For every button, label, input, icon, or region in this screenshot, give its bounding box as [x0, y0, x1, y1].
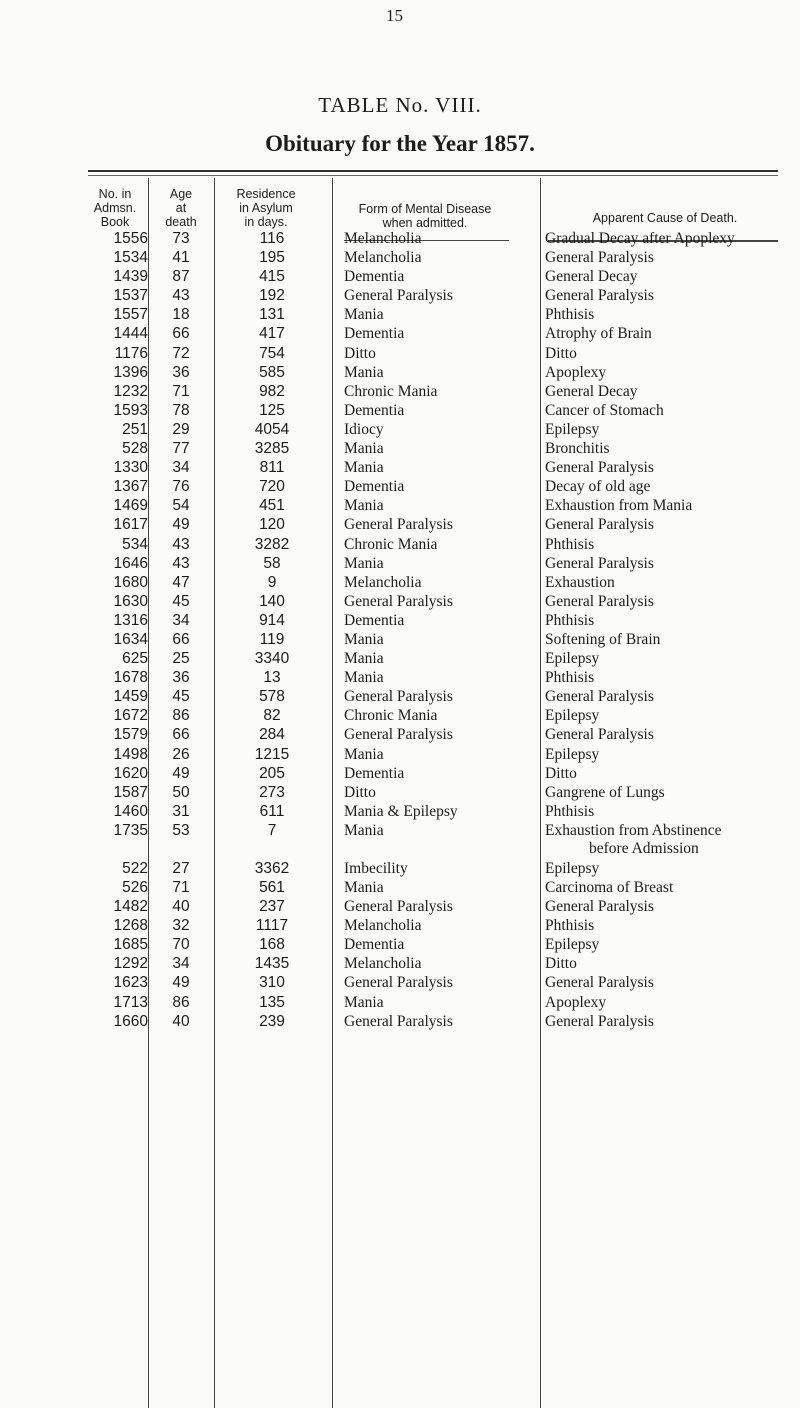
cause-of-death-cell [545, 822, 800, 858]
table-row [0, 688, 800, 707]
admission-number-cell: 1482 [113, 898, 148, 916]
disease-form-cell: Mania [344, 497, 384, 515]
cause-of-death-cell [545, 994, 800, 1012]
disease-form-cell: General Paralysis [344, 898, 453, 916]
disease-form-cell: Mania [344, 459, 384, 477]
table-row [0, 822, 800, 860]
cause-of-death-cell [545, 555, 800, 573]
residence-days-cell: 1215 [254, 745, 290, 763]
disease-form-cell: Mania [344, 554, 384, 572]
residence-days-cell: 58 [263, 554, 281, 572]
disease-form-cell: Melancholia [344, 955, 422, 973]
table-row [0, 898, 800, 917]
residence-days-cell: 284 [259, 726, 285, 744]
cause-of-death-cell [545, 898, 800, 916]
cause-line: Ditto [545, 344, 577, 362]
cause-of-death-cell [545, 879, 800, 897]
cause-line: General Paralysis [545, 974, 654, 992]
age-cell: 40 [172, 1012, 190, 1030]
cause-of-death-cell [545, 974, 800, 992]
table-row [0, 364, 800, 383]
cause-of-death-cell [545, 917, 800, 935]
residence-days-cell: 13 [263, 669, 281, 687]
cause-line: General Paralysis [545, 287, 654, 305]
disease-form-cell: Chronic Mania [344, 382, 438, 400]
residence-days-cell: 237 [259, 898, 285, 916]
residence-days-cell: 119 [259, 630, 285, 648]
disease-form-cell: General Paralysis [344, 592, 453, 610]
admission-number-cell: 1678 [113, 669, 148, 687]
admission-number-cell: 1713 [113, 993, 148, 1011]
admission-number-cell: 1579 [113, 726, 148, 744]
residence-days-cell: 3282 [254, 535, 290, 553]
age-cell: 76 [172, 478, 190, 496]
admission-number-cell: 1439 [113, 268, 148, 286]
cause-line: General Decay [545, 268, 638, 286]
admission-number-cell: 522 [122, 859, 148, 877]
cause-of-death-cell [545, 497, 800, 515]
table-row [0, 478, 800, 497]
disease-form-cell: Imbecility [344, 859, 408, 877]
table-row [0, 879, 800, 898]
age-cell: 66 [172, 726, 190, 744]
admission-number-cell: 1623 [113, 974, 148, 992]
cause-of-death-cell [545, 936, 800, 954]
residence-days-cell: 982 [259, 382, 285, 400]
cause-line: General Decay [545, 382, 638, 400]
age-cell: 26 [172, 745, 190, 763]
table-row [0, 631, 800, 650]
disease-form-cell: Mania [344, 630, 384, 648]
residence-days-cell: 116 [259, 230, 285, 247]
admission-number-cell: 1735 [113, 821, 148, 839]
admission-number-cell: 625 [122, 650, 148, 668]
table-row [0, 555, 800, 574]
age-cell: 34 [172, 459, 190, 477]
table-row [0, 345, 800, 364]
admission-number-cell: 251 [122, 420, 148, 438]
header-cause-of-death: Apparent Cause of Death. [592, 211, 738, 225]
cause-of-death-cell [545, 612, 800, 630]
cause-of-death-cell [545, 478, 800, 496]
residence-days-cell: 273 [259, 783, 285, 801]
cause-line: Phthisis [545, 611, 595, 629]
disease-form-cell: Chronic Mania [344, 707, 438, 725]
cause-line: Epilepsy [545, 745, 600, 763]
cause-line: General Paralysis [545, 516, 654, 534]
age-cell: 87 [172, 268, 190, 286]
table-row [0, 459, 800, 478]
table-row [0, 936, 800, 955]
age-cell: 49 [172, 516, 190, 534]
cause-of-death-cell [545, 726, 800, 744]
disease-form-cell: Melancholia [344, 917, 422, 935]
admission-number-cell: 1534 [113, 249, 148, 267]
age-cell: 53 [172, 821, 190, 839]
residence-days-cell: 192 [259, 287, 285, 305]
age-cell: 45 [172, 592, 190, 610]
age-cell: 71 [172, 382, 190, 400]
cause-of-death-cell [545, 860, 800, 878]
age-cell: 73 [172, 230, 190, 247]
table-row [0, 1013, 800, 1032]
admission-number-cell: 1685 [113, 936, 148, 954]
age-cell: 66 [172, 325, 190, 343]
age-cell: 54 [172, 497, 190, 515]
residence-days-cell: 811 [259, 459, 285, 477]
cause-line: Ditto [545, 955, 577, 973]
age-cell: 40 [172, 898, 190, 916]
admission-number-cell: 1557 [113, 306, 148, 324]
cause-line: Cancer of Stomach [545, 401, 664, 419]
age-cell: 32 [172, 917, 190, 935]
disease-form-cell: Melancholia [344, 230, 422, 247]
admission-number-cell: 1537 [113, 287, 148, 305]
residence-days-cell: 611 [259, 802, 285, 820]
table-row [0, 917, 800, 936]
table-row [0, 268, 800, 287]
disease-form-cell: General Paralysis [344, 287, 453, 305]
cause-line: General Paralysis [545, 554, 654, 572]
cause-of-death-cell [545, 287, 800, 305]
cause-of-death-cell [545, 459, 800, 477]
cause-of-death-cell [545, 650, 800, 668]
cause-line: Gradual Decay after Apoplexy [545, 230, 735, 247]
header-admission-number: No. in Admsn. Book [93, 187, 137, 229]
cause-of-death-cell [545, 803, 800, 821]
table-row [0, 249, 800, 268]
disease-form-cell: Chronic Mania [344, 535, 438, 553]
table-row [0, 402, 800, 421]
cause-line: Phthisis [545, 917, 595, 935]
admission-number-cell: 1444 [113, 325, 148, 343]
residence-days-cell: 561 [259, 879, 285, 896]
admission-number-cell: 1367 [113, 478, 148, 496]
residence-days-cell: 239 [259, 1012, 285, 1030]
cause-of-death-cell [545, 516, 800, 534]
table-row [0, 574, 800, 593]
admission-number-cell: 1556 [113, 230, 148, 247]
table-row [0, 497, 800, 516]
disease-form-cell: Mania [344, 363, 384, 381]
residence-days-cell: 195 [259, 249, 285, 267]
residence-days-cell: 585 [259, 363, 285, 381]
admission-number-cell: 1268 [113, 917, 148, 935]
age-cell: 43 [172, 554, 190, 572]
cause-line: Epilepsy [545, 707, 600, 725]
table-row [0, 860, 800, 879]
admission-number-cell: 528 [122, 440, 148, 458]
disease-form-cell: Ditto [344, 344, 376, 362]
disease-form-cell: Melancholia [344, 573, 422, 591]
table-row [0, 516, 800, 535]
admission-number-cell: 1672 [113, 707, 148, 725]
header-form-of-disease: Form of Mental Disease when admitted. [358, 202, 492, 230]
table-row [0, 440, 800, 459]
cause-line: Ditto [545, 764, 577, 782]
disease-form-cell: Dementia [344, 936, 405, 954]
cause-line: Softening of Brain [545, 630, 661, 648]
table-row [0, 765, 800, 784]
cause-of-death-cell [545, 249, 800, 267]
age-cell: 86 [172, 707, 190, 725]
table-row [0, 726, 800, 745]
admission-number-cell: 1617 [113, 516, 148, 534]
residence-days-cell: 914 [259, 611, 285, 629]
residence-days-cell: 1117 [255, 917, 289, 935]
table-row [0, 230, 800, 249]
cause-of-death-cell [545, 574, 800, 592]
header-age-at-death: Age at death [165, 187, 197, 229]
residence-days-cell: 4054 [254, 420, 290, 438]
residence-days-cell: 205 [259, 764, 285, 782]
disease-form-cell: Mania [344, 669, 384, 687]
cause-line: General Paralysis [545, 459, 654, 477]
cause-of-death-cell [545, 364, 800, 382]
cause-line: Phthisis [545, 306, 595, 324]
cause-continuation-line: before Admission [589, 839, 699, 857]
admission-number-cell: 1620 [113, 764, 148, 782]
age-cell: 45 [172, 688, 190, 706]
admission-number-cell: 1460 [113, 802, 148, 820]
cause-line: Epilepsy [545, 650, 600, 668]
residence-days-cell: 578 [259, 688, 285, 706]
cause-line: Bronchitis [545, 440, 610, 458]
cause-of-death-cell [545, 306, 800, 324]
admission-number-cell: 1292 [113, 955, 148, 973]
cause-line: General Paralysis [545, 1012, 654, 1030]
admission-number-cell: 1587 [113, 783, 148, 801]
cause-of-death-cell [545, 784, 800, 802]
age-cell: 86 [172, 993, 190, 1011]
header-residence-days: Residence in Asylum in days. [236, 187, 296, 229]
cause-of-death-cell [545, 1013, 800, 1031]
cause-of-death-cell [545, 421, 800, 439]
table-row [0, 669, 800, 688]
age-cell: 25 [172, 650, 190, 668]
age-cell: 34 [172, 611, 190, 629]
table-row [0, 650, 800, 669]
cause-line: Epilepsy [545, 936, 600, 954]
table-row [0, 746, 800, 765]
admission-number-cell: 1498 [113, 745, 148, 763]
cause-of-death-cell [545, 955, 800, 973]
age-cell: 71 [172, 879, 190, 896]
cause-line: Exhaustion from Mania [545, 497, 693, 515]
disease-form-cell: Mania [344, 821, 384, 839]
residence-days-cell: 7 [267, 821, 277, 839]
admission-number-cell: 1646 [113, 554, 148, 572]
cause-line: General Paralysis [545, 688, 654, 706]
cause-of-death-cell [545, 440, 800, 458]
admission-number-cell: 1634 [113, 630, 148, 648]
residence-days-cell: 1435 [254, 955, 290, 973]
cause-of-death-cell [545, 402, 800, 420]
cause-of-death-cell [545, 230, 800, 248]
cause-line: Exhaustion [545, 573, 615, 591]
page-number: 15 [386, 6, 403, 25]
cause-of-death-cell [545, 345, 800, 363]
cause-line: Apoplexy [545, 363, 607, 381]
table-title: TABLE No. VIII. [318, 93, 482, 117]
table-row [0, 536, 800, 555]
disease-form-cell: Dementia [344, 478, 405, 496]
residence-days-cell: 310 [259, 974, 285, 992]
admission-number-cell: 1396 [113, 363, 148, 381]
admission-number-cell: 1660 [113, 1012, 148, 1030]
age-cell: 78 [172, 401, 190, 419]
table-row [0, 803, 800, 822]
table-subtitle: Obituary for the Year 1857. [265, 131, 535, 156]
age-cell: 43 [172, 535, 190, 553]
cause-line: Exhaustion from Abstinence [545, 821, 722, 839]
disease-form-cell: General Paralysis [344, 688, 453, 706]
table-row [0, 593, 800, 612]
cause-of-death-cell [545, 325, 800, 343]
cause-of-death-cell [545, 268, 800, 286]
disease-form-cell: Mania [344, 993, 384, 1011]
disease-form-cell: Dementia [344, 325, 405, 343]
table-row [0, 306, 800, 325]
cause-of-death-cell [545, 707, 800, 725]
admission-number-cell: 1316 [113, 611, 148, 629]
residence-days-cell: 120 [259, 516, 285, 534]
table-row [0, 974, 800, 993]
residence-days-cell: 125 [259, 401, 285, 419]
cause-line: General Paralysis [545, 249, 654, 267]
table-row [0, 325, 800, 344]
residence-days-cell: 82 [263, 707, 281, 725]
residence-days-cell: 451 [259, 497, 285, 515]
table-row [0, 994, 800, 1013]
admission-number-cell: 1176 [114, 344, 148, 362]
cause-of-death-cell [545, 383, 800, 401]
residence-days-cell: 415 [259, 268, 285, 286]
age-cell: 36 [172, 669, 190, 687]
age-cell: 41 [172, 249, 190, 267]
cause-line: Gangrene of Lungs [545, 783, 665, 801]
admission-number-cell: 1630 [113, 592, 148, 610]
disease-form-cell: Mania [344, 306, 384, 324]
cause-of-death-cell [545, 631, 800, 649]
cause-of-death-cell [545, 765, 800, 783]
table-row [0, 707, 800, 726]
cause-line: Epilepsy [545, 859, 600, 877]
disease-form-cell: Dementia [344, 401, 405, 419]
age-cell: 49 [172, 764, 190, 782]
cause-of-death-cell [545, 669, 800, 687]
disease-form-cell: General Paralysis [344, 726, 453, 744]
age-cell: 47 [172, 573, 190, 591]
disease-form-cell: Ditto [344, 783, 376, 801]
disease-form-cell: General Paralysis [344, 974, 453, 992]
disease-form-cell: Mania [344, 650, 384, 668]
admission-number-cell: 1469 [113, 497, 148, 515]
disease-form-cell: Mania & Epilepsy [344, 802, 458, 820]
admission-number-cell: 534 [122, 535, 148, 553]
cause-line: Apoplexy [545, 993, 607, 1011]
admission-number-cell: 1680 [113, 573, 148, 591]
cause-line: Epilepsy [545, 420, 600, 438]
disease-form-cell: Dementia [344, 611, 405, 629]
cause-line: Phthisis [545, 669, 595, 687]
age-cell: 29 [172, 420, 190, 438]
disease-form-cell: Melancholia [344, 249, 422, 267]
cause-of-death-cell [545, 688, 800, 706]
table-row [0, 612, 800, 631]
disease-form-cell: Mania [344, 745, 384, 763]
disease-form-cell: Mania [344, 440, 384, 458]
admission-number-cell: 1330 [113, 459, 148, 477]
age-cell: 34 [172, 955, 190, 973]
obituary-table-body [0, 230, 800, 1032]
cause-of-death-cell [545, 746, 800, 764]
residence-days-cell: 417 [259, 325, 285, 343]
cause-line: General Paralysis [545, 592, 654, 610]
table-row [0, 287, 800, 306]
cause-line: Carcinoma of Breast [545, 879, 674, 896]
admission-number-cell: 1593 [113, 401, 148, 419]
age-cell: 18 [172, 306, 190, 324]
residence-days-cell: 135 [259, 993, 285, 1011]
admission-number-cell: 1459 [113, 688, 148, 706]
disease-form-cell: Mania [344, 879, 384, 896]
age-cell: 66 [172, 630, 190, 648]
table-row [0, 955, 800, 974]
residence-days-cell: 3340 [254, 650, 290, 668]
disease-form-cell: General Paralysis [344, 516, 453, 534]
cause-line: General Paralysis [545, 898, 654, 916]
age-cell: 50 [172, 783, 190, 801]
admission-number-cell: 526 [122, 879, 148, 896]
disease-form-cell: General Paralysis [344, 1012, 453, 1030]
residence-days-cell: 3362 [254, 859, 290, 877]
cause-line: General Paralysis [545, 726, 654, 744]
age-cell: 49 [172, 974, 190, 992]
table-row [0, 383, 800, 402]
disease-form-cell: Dementia [344, 268, 405, 286]
table-row [0, 421, 800, 440]
cause-of-death-cell [545, 593, 800, 611]
cause-line: Decay of old age [545, 478, 651, 496]
residence-days-cell: 754 [259, 344, 285, 362]
residence-days-cell: 168 [259, 936, 285, 954]
residence-days-cell: 140 [259, 592, 285, 610]
residence-days-cell: 131 [259, 306, 285, 324]
age-cell: 31 [172, 802, 190, 820]
table-row [0, 784, 800, 803]
residence-days-cell: 9 [267, 573, 277, 591]
disease-form-cell: Dementia [344, 764, 405, 782]
age-cell: 36 [172, 363, 190, 381]
age-cell: 43 [172, 287, 190, 305]
admission-number-cell: 1232 [113, 382, 148, 400]
top-double-rule [88, 170, 778, 176]
cause-of-death-cell [545, 536, 800, 554]
cause-line: Phthisis [545, 802, 595, 820]
cause-line: Phthisis [545, 535, 595, 553]
cause-line: Atrophy of Brain [545, 325, 652, 343]
residence-days-cell: 720 [259, 478, 285, 496]
age-cell: 70 [172, 936, 190, 954]
disease-form-cell: Idiocy [344, 420, 384, 438]
residence-days-cell: 3285 [254, 440, 290, 458]
age-cell: 72 [172, 344, 190, 362]
age-cell: 77 [172, 440, 190, 458]
age-cell: 27 [172, 859, 190, 877]
